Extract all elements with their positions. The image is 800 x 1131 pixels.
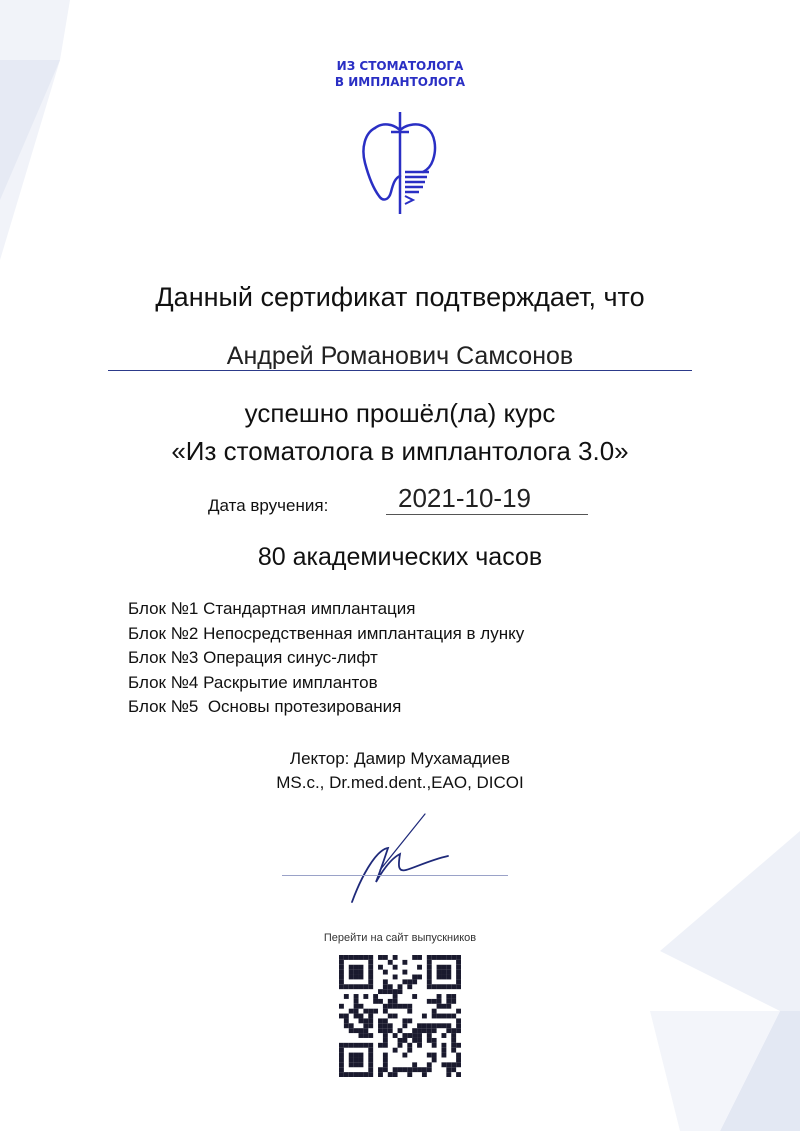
recipient-name: Андрей Романович Самсонов bbox=[226, 342, 574, 370]
passed-text: успешно прошёл(ла) курс bbox=[244, 398, 556, 428]
course-block-item: Блок №3 Операция синус-лифт bbox=[128, 648, 378, 667]
background-decor-bottom-right bbox=[620, 811, 800, 1131]
recipient-underline bbox=[108, 370, 692, 371]
lecturer-info bbox=[0, 747, 800, 795]
academic-hours: 80 академических часов bbox=[257, 543, 543, 571]
qr-code[interactable] bbox=[339, 955, 461, 1077]
signature-image bbox=[280, 810, 460, 910]
course-block-item: Блок №5 Основы протезирования bbox=[128, 697, 402, 716]
background-decor-top-left bbox=[0, 0, 140, 300]
course-title: «Из стоматолога в имплантолога 3.0» bbox=[171, 436, 629, 466]
date-label: Дата вручения: bbox=[208, 496, 329, 515]
course-block-item: Блок №1 Стандартная имплантация bbox=[128, 599, 416, 618]
tooth-implant-icon bbox=[355, 108, 445, 218]
graduates-site-link-text: Перейти на сайт выпускников bbox=[323, 932, 477, 944]
date-value: 2021-10-19 bbox=[398, 483, 531, 513]
certificate-intro: Данный сертификат подтверждает, что bbox=[155, 282, 645, 312]
logo-line-2: В ИМПЛАНТОЛОГА bbox=[334, 75, 466, 89]
logo-text bbox=[0, 58, 800, 90]
signature-line bbox=[282, 875, 508, 876]
lecturer-name: Лектор: Дамир Мухамадиев bbox=[289, 749, 511, 768]
course-blocks-list bbox=[128, 597, 524, 720]
logo-line-1: ИЗ СТОМАТОЛОГА bbox=[336, 59, 464, 73]
course-block-item: Блок №2 Непосредственная имплантация в лунку bbox=[128, 623, 525, 643]
lecturer-degrees: MS.c., Dr.med.dent.,EAO, DICOI bbox=[276, 773, 524, 792]
course-block-item: Блок №4 Раскрытие имплантов bbox=[128, 672, 378, 692]
date-underline bbox=[386, 514, 588, 515]
